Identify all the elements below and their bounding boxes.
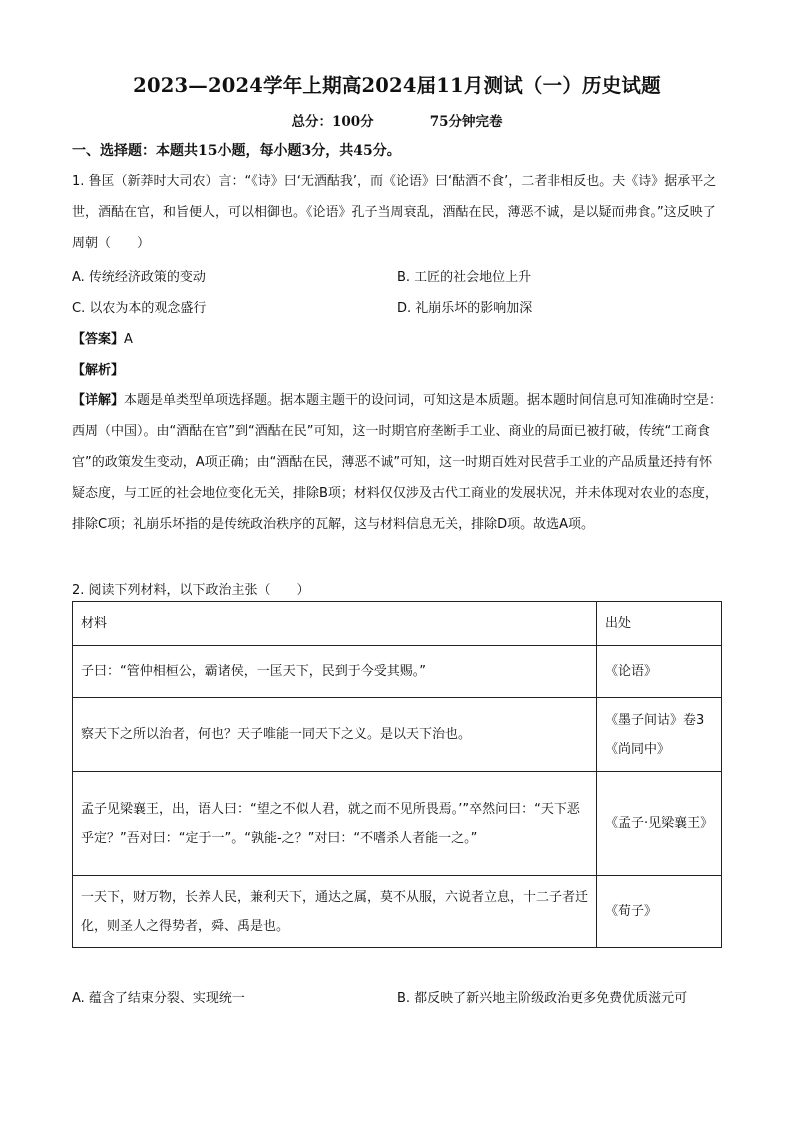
answer-value: A bbox=[124, 332, 133, 347]
material-cell: 察天下之所以治者，何也？天子唯能一同天下之义。是以天下治也。 bbox=[73, 698, 597, 772]
material-cell: 一天下，财万物，长养人民，兼利天下，通达之属，莫不从服，六说者立息，十二子者迁化，则圣人之得势者，舜、禹是也。 bbox=[73, 876, 597, 948]
source-cell: 《荀子》 bbox=[597, 876, 722, 948]
source-cell: 《孟子·见梁襄王》 bbox=[597, 772, 722, 876]
analysis-label: 【解析】 bbox=[72, 363, 125, 378]
header-material: 材料 bbox=[73, 602, 597, 646]
q1-answer bbox=[72, 328, 133, 347]
total-score: 总分：100分 bbox=[291, 114, 374, 130]
detail-label: 【详解】 bbox=[72, 393, 125, 408]
question-1-stem: 1. 鲁匡（新莽时大司农）言：“《诗》曰‘无酒酤我’，而《论语》曰‘酤酒不食’，二者非相反也。夫《诗》据承平之世，酒酤在官，和旨便人，可以相御也。《论语》孔子当周衰乱，酒酤在民，薄恶不诚，是以疑而弗食。”这反映了周朝（ ） bbox=[72, 174, 717, 251]
question-2-stem: 2. 阅读下列材料，以下政治主张（ ） bbox=[72, 583, 310, 598]
table-row bbox=[73, 646, 722, 698]
exam-title: 2023—2024学年上期高2024届11月测试（一）历史试题 bbox=[133, 74, 661, 97]
material-cell: 孟子见梁襄王，出，语人曰：“望之不似人君，就之而不见所畏焉。’”卒然问曰：“天下恶乎定？”吾对曰：“定于一”。“孰能-之？”对曰：“不嗜杀人者能一之。” bbox=[73, 772, 597, 876]
material-cell: 子曰：“管仲相桓公，霸诸侯，一匡天下，民到于今受其赐。” bbox=[73, 646, 597, 698]
table-row bbox=[73, 876, 722, 948]
q1-option-d: D. 礼崩乐坏的影响加深 bbox=[397, 301, 533, 316]
section-heading: 一、选择题：本题共15小题，每小题3分，共45分。 bbox=[72, 143, 401, 159]
q1-detail bbox=[72, 385, 724, 540]
answer-label: 【答案】 bbox=[72, 332, 125, 347]
source-cell: 《论语》 bbox=[597, 646, 722, 698]
table-header-row bbox=[73, 602, 722, 646]
detail-text: 本题是单类型单项选择题。据本题主题干的设问词，可知这是本质题。据本题时间信息可知准确时空是：西周（中国）。由“酒酤在官”到“酒酤在民”可知，这一时期官府垄断手工业、商业的局面已被打破，传统“工商食官”的政策发生变动，A项正确；由“酒酤在民，薄恶不诚”可知，这一时期百姓对民营手工业的产品质量还持有怀疑态度，与工匠的社会地位变化无关，排除B项；材料仅仅涉及古代工商业的发展状况，并未体现对农业的态度，排除C项；礼崩乐坏指的是传统政治秩序的瓦解，这与材料信息无关，排除D项。故选A项。 bbox=[72, 393, 723, 532]
q1-option-c: C. 以农为本的观念盛行 bbox=[72, 301, 207, 316]
table-row bbox=[73, 698, 722, 772]
exam-subtitle bbox=[0, 110, 794, 130]
q1-option-a: A. 传统经济政策的变动 bbox=[72, 270, 206, 285]
q1-option-b: B. 工匠的社会地位上升 bbox=[397, 270, 532, 285]
table-row bbox=[73, 772, 722, 876]
q2-option-a: A. 蕴含了结束分裂、实现统一 bbox=[72, 991, 245, 1006]
q1-analysis-label bbox=[72, 359, 124, 378]
source-cell: 《墨子间诂》卷3《尚同中》 bbox=[597, 698, 722, 772]
q2-option-b: B. 都反映了新兴地主阶级政治更多免费优质滋元可 bbox=[397, 991, 688, 1006]
time-limit: 75分钟完卷 bbox=[429, 114, 503, 130]
header-source: 出处 bbox=[597, 602, 722, 646]
material-table bbox=[72, 601, 722, 948]
